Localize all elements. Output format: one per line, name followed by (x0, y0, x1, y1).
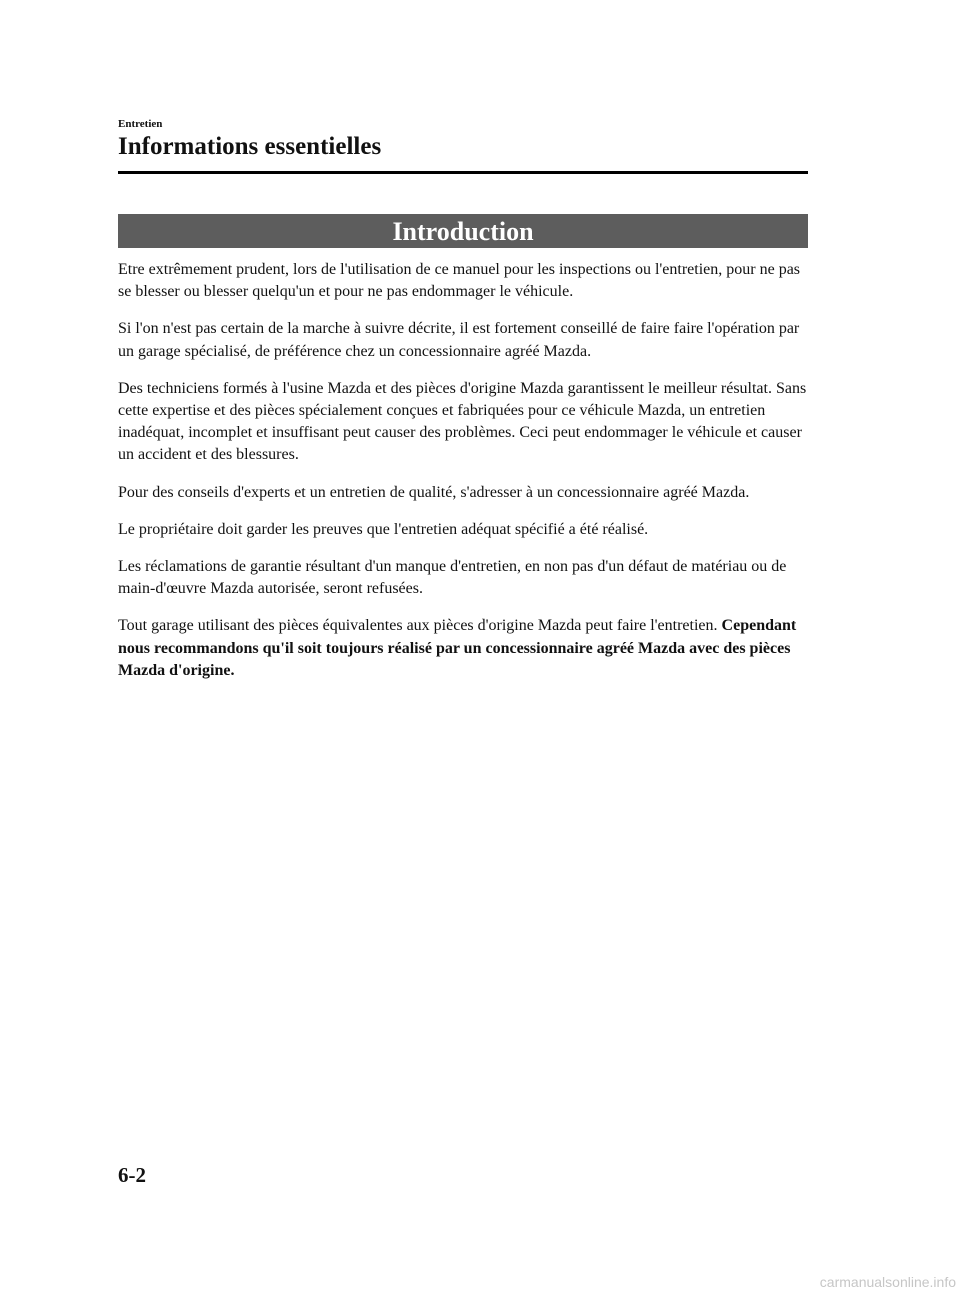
paragraph: Des techniciens formés à l'usine Mazda et des pièces d'origine Mazda garantissent le meilleur résultat. Sans cette expertise et des pièces spécialement conçues et fabriquées pour ce véhicule Mazda, un entretien inadéquat, incomplet et insuffisant peut causer des problèmes. Ceci peut endommager le véhicule et causer un accident et des blessures. (118, 379, 807, 464)
paragraph: Etre extrêmement prudent, lors de l'utilisation de ce manuel pour les inspections ou l'entretien, pour ne pas se blesser ou blesser quelqu'un et pour ne pas endommager le véhicule. (118, 261, 801, 301)
final-paragraph-text: Tout garage utilisant des pièces équivalentes aux pièces d'origine Mazda peut faire l'entretien. (118, 617, 722, 635)
final-paragraph-bold-text: Cependant nous recommandons qu'il soit toujours réalisé par un concessionnaire agréé Mazda avec des pièces Mazda d'origine. (118, 617, 797, 679)
header-rule (118, 171, 808, 174)
paragraph: Pour des conseils d'experts et un entretien de qualité, s'adresser à un concessionnaire agréé Mazda. (118, 483, 750, 501)
page-number: 6-2 (118, 1163, 146, 1187)
body-text (118, 259, 810, 697)
introduction-banner: Introduction (118, 214, 808, 248)
paragraph: Si l'on n'est pas certain de la marche à suivre décrite, il est fortement conseillé de faire faire l'opération par un garage spécialisé, de préférence chez un concessionnaire agréé Mazda. (118, 320, 800, 360)
paragraph: Les réclamations de garantie résultant d'un manque d'entretien, en non pas d'un défaut de matériau ou de main-d'œuvre Mazda autorisée, seront refusées. (118, 558, 787, 598)
watermark: carmanualsonline.info (819, 1274, 956, 1290)
section-label: Entretien (118, 118, 163, 130)
final-paragraph (118, 615, 810, 682)
paragraph: Le propriétaire doit garder les preuves que l'entretien adéquat spécifié a été réalisé. (118, 520, 649, 538)
chapter-title: Informations essentielles (118, 133, 382, 160)
